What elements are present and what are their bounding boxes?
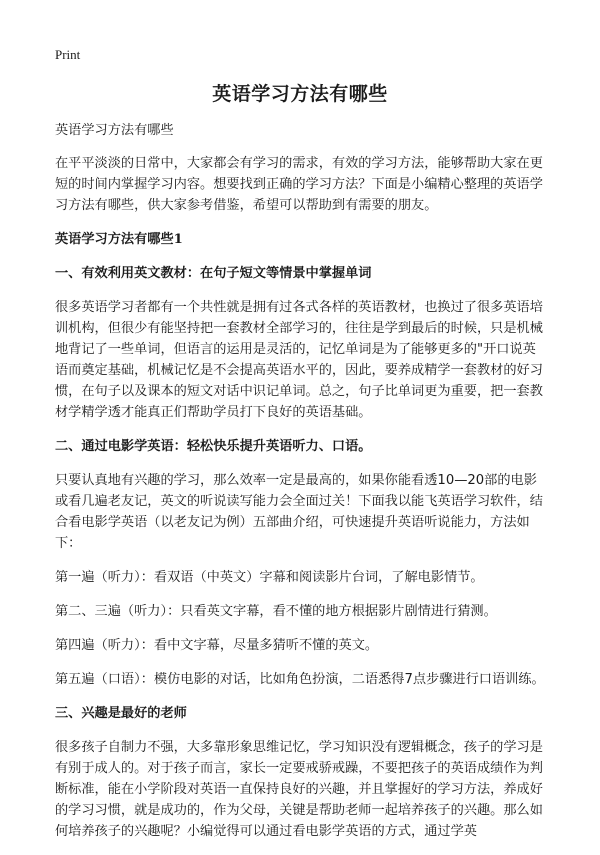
page-title: 英语学习方法有哪些 (212, 83, 388, 105)
step-5-paragraph: 第五遍（口语）：模仿电影的对话，比如角色扮演，二语悉得7点步骤进行口语训练。 (55, 672, 545, 687)
section-heading-3: 三、兴趣是最好的老师 (55, 706, 187, 721)
article-body (55, 120, 545, 855)
section-3-paragraph: 很多孩子自制力不强，大多靠形象思维记忆，学习知识没有逻辑概念，孩子的学习是有别于成人的。对于孩子而言，家长一定要戒骄戒躁，不要把孩子的英语成绩作为判断标准，能在小学阶段对英语一直保持良好的兴趣，并且掌握好的学习方法，养成好的学习习惯，就是成功的，作为父母，关键是帮助老师一起培养孩子的兴趣。那么如何培养孩子的兴趣呢？小编觉得可以通过看电影学英语的方式，通过学英 (55, 740, 543, 839)
section-2-paragraph: 只要认真地有兴趣的学习，那么效率一定是最高的，如果你能看透10—20部的电影或看几遍老友记，英文的听说读写能力会全面过关！下面我以能飞英语学习软件，结合看电影学英语（以老友记为例）五部曲介绍，可快速提升英语听说能力，方法如下： (55, 473, 543, 551)
step-2-3-paragraph: 第二、三遍（听力）：只看英文字幕，看不懂的地方根据影片剧情进行猜测。 (55, 604, 497, 619)
section-1-paragraph: 很多英语学习者都有一个共性就是拥有过各式各样的英语教材，也换过了很多英语培训机构，但很少有能坚持把一套教材全部学习的，往往是学到最后的时候，只是机械地背记了一些单词，但语言的运用是灵活的，记忆单词是为了能够更多的"开口说英语而奠定基础，机械记忆是不会提高英语水平的，因此，要养成精学一套教材的好习惯，在句子以及课本的短文对话中识记单词。总之，句子比单词更为重要，把一套教材学精学透才能真正们帮助学员打下良好的英语基础。 (55, 300, 543, 420)
intro-paragraph: 在平平淡淡的日常中，大家都会有学习的需求，有效的学习方法，能够帮助大家在更短的时间内掌握学习内容。想要找到正确的学习方法？下面是小编精心整理的英语学习方法有哪些，供大家参考借鉴，希望可以帮助到有需要的朋友。 (55, 156, 543, 213)
section-heading-2: 二、通过电影学英语：轻松快乐提升英语听力、口语。 (55, 439, 372, 454)
step-1-paragraph: 第一遍（听力）：看双语（中英文）字幕和阅读影片台词，了解电影情节。 (55, 570, 484, 585)
print-link[interactable]: Print (55, 47, 81, 62)
article-subtitle: 英语学习方法有哪些 (55, 123, 174, 138)
main-heading: 英语学习方法有哪些1 (55, 232, 183, 247)
step-4-paragraph: 第四遍（听力）：看中文字幕，尽量多猜听不懂的英文。 (55, 638, 379, 653)
section-heading-1: 一、有效利用英文教材：在句子短文等情景中掌握单词 (55, 266, 372, 281)
